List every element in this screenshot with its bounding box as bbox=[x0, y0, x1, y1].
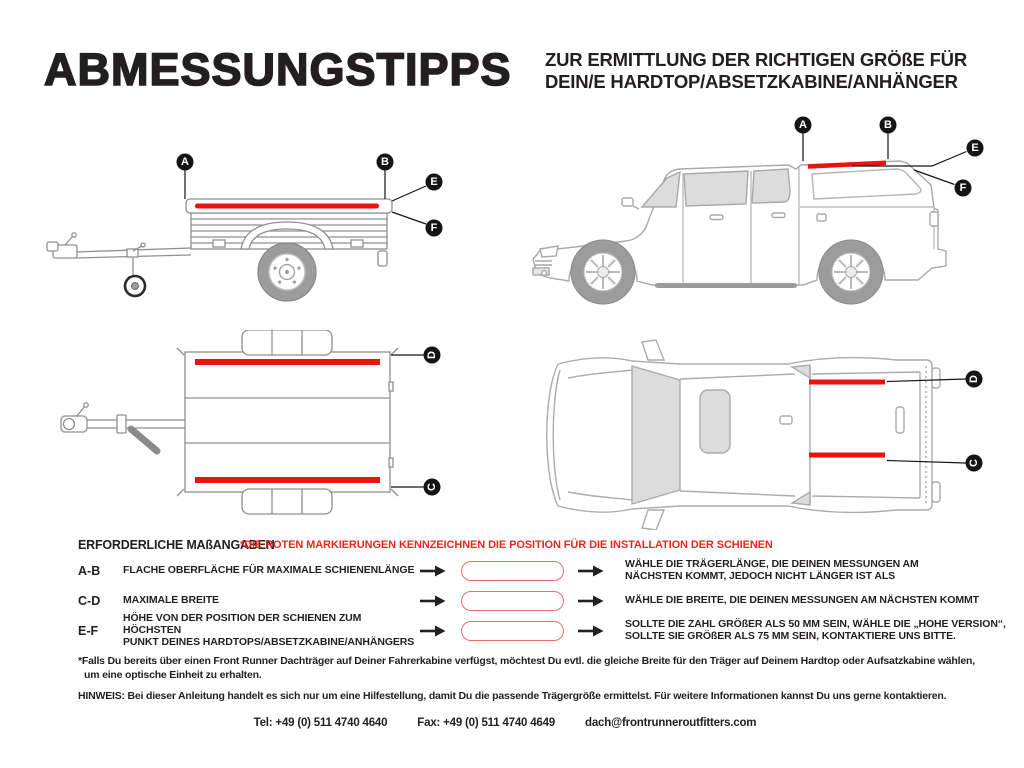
subtitle-line-1: ZUR ERMITTLUNG DER RICHTIGEN GRÖßE FÜR bbox=[545, 49, 967, 70]
truck-top-view-diagram bbox=[530, 330, 1010, 530]
fax-number: Fax: +49 (0) 511 4740 4649 bbox=[417, 717, 555, 729]
instruction-line: WÄHLE DIE BREITE, DIE DEINEN MESSUNGEN AM NÄCHSTEN KOMMT bbox=[625, 594, 979, 607]
svg-text:B: B bbox=[884, 119, 892, 131]
trailer-side-view-diagram bbox=[45, 120, 445, 320]
instruction-line: WÄHLE DIE TRÄGERLÄNGE, DIE DEINEN MESSUNGEN AM bbox=[625, 558, 919, 571]
marker-f bbox=[955, 180, 972, 197]
instruction-line: NÄCHSTEN KOMMT, JEDOCH NICHT LÄNGER IST ALS bbox=[625, 570, 896, 582]
page-subtitle bbox=[545, 49, 967, 93]
row-id: E-F bbox=[78, 624, 99, 638]
email-address: dach@frontrunneroutfitters.com bbox=[585, 717, 757, 729]
hinweis-note: HINWEIS: Bei dieser Anleitung handelt es sich nur um eine Hilfestellung, damit Du die passende Trägergröße ermittelst. Für weitere Informationen kannst Du uns gerne kontaktieren. bbox=[78, 690, 947, 702]
rail-position-stripe bbox=[809, 453, 885, 458]
measurements-heading: ERFORDERLICHE MAßANGABEN bbox=[78, 538, 275, 552]
svg-text:D: D bbox=[426, 351, 438, 359]
phone-number: Tel: +49 (0) 511 4740 4640 bbox=[253, 717, 388, 729]
row-label: MAXIMALE BREITE bbox=[123, 594, 219, 607]
measurement-input-ab[interactable] bbox=[461, 561, 564, 581]
trailer-top-view-diagram bbox=[55, 330, 445, 540]
footnote bbox=[78, 654, 975, 682]
svg-text:E: E bbox=[430, 176, 438, 188]
rail-position-stripe bbox=[195, 204, 379, 209]
svg-text:C: C bbox=[968, 459, 980, 467]
instruction-line: SOLLTE DIE ZAHL GRÖßER ALS 50 MM SEIN, WÄHLE DIE „HOHE VERSION“, bbox=[625, 618, 1006, 631]
marker-b bbox=[880, 117, 897, 134]
footnote-line-2: um eine optische Einheit zu erhalten. bbox=[84, 669, 262, 682]
svg-text:A: A bbox=[181, 156, 189, 168]
label-line: HÖHE VON DER POSITION DER SCHIENEN ZUM HÖCHSTEN bbox=[123, 612, 362, 637]
arrow-icon bbox=[420, 565, 446, 577]
measurement-input-ef[interactable] bbox=[461, 621, 564, 641]
measurement-row-cd bbox=[0, 590, 1024, 612]
arrow-icon bbox=[420, 625, 446, 637]
measurement-row-ab bbox=[0, 560, 1024, 582]
marker-b bbox=[377, 154, 394, 171]
rail-position-stripe bbox=[195, 359, 380, 365]
page-title: ABMESSUNGSTIPPS bbox=[44, 44, 512, 95]
arrow-icon bbox=[578, 595, 604, 607]
arrow-icon bbox=[578, 625, 604, 637]
row-instruction bbox=[625, 619, 1007, 643]
measurement-row-ef bbox=[0, 612, 1024, 648]
row-id: A-B bbox=[78, 564, 101, 578]
svg-text:A: A bbox=[799, 119, 807, 131]
row-instruction bbox=[625, 559, 1007, 583]
marker-d bbox=[424, 347, 441, 364]
marker-d bbox=[966, 371, 983, 388]
arrow-icon bbox=[420, 595, 446, 607]
svg-text:C: C bbox=[426, 483, 438, 491]
measurement-input-cd[interactable] bbox=[461, 591, 564, 611]
marker-a bbox=[795, 117, 812, 134]
row-label: FLACHE OBERFLÄCHE FÜR MAXIMALE SCHIENENLÄNGE bbox=[123, 564, 415, 577]
marker-f bbox=[426, 220, 443, 237]
svg-text:D: D bbox=[968, 375, 980, 383]
footnote-line-1: *Falls Du bereits über einen Front Runner Dachträger auf Deiner Fahrerkabine verfügst, möchtest Du evtl. die gleiche Breite für den Träger auf Deinem Hardtop oder Aufsatzkabine wählen, bbox=[78, 655, 975, 667]
marker-c bbox=[424, 479, 441, 496]
subtitle-line-2: DEIN/E HARDTOP/ABSETZKABINE/ANHÄNGER bbox=[545, 71, 958, 93]
arrow-icon bbox=[578, 565, 604, 577]
row-label bbox=[123, 613, 419, 649]
marker-c bbox=[966, 455, 983, 472]
svg-text:F: F bbox=[959, 182, 967, 194]
row-instruction bbox=[625, 595, 1007, 607]
rail-position-stripe bbox=[195, 477, 380, 483]
truck-side-view-diagram bbox=[500, 110, 1010, 320]
rear-wheel bbox=[819, 240, 883, 304]
rail-position-stripe bbox=[809, 380, 885, 385]
row-id: C-D bbox=[78, 594, 101, 608]
instruction-line: SOLLTE SIE GRÖßER ALS 75 MM SEIN, KONTAKTIERE UNS BITTE. bbox=[625, 630, 956, 642]
contact-bar bbox=[0, 717, 1010, 729]
label-line: PUNKT DEINES HARDTOPS/ABSETZKABINE/ANHÄNGERS bbox=[123, 635, 415, 648]
svg-text:B: B bbox=[381, 156, 389, 168]
red-markings-note: *DIE ROTEN MARKIERUNGEN KENNZEICHNEN DIE POSITION FÜR DIE INSTALLATION DER SCHIENEN bbox=[240, 539, 773, 551]
svg-text:F: F bbox=[430, 222, 438, 234]
marker-e bbox=[426, 174, 443, 191]
front-wheel bbox=[571, 240, 635, 304]
marker-a bbox=[177, 154, 194, 171]
marker-e bbox=[967, 140, 984, 157]
svg-text:E: E bbox=[971, 142, 979, 154]
